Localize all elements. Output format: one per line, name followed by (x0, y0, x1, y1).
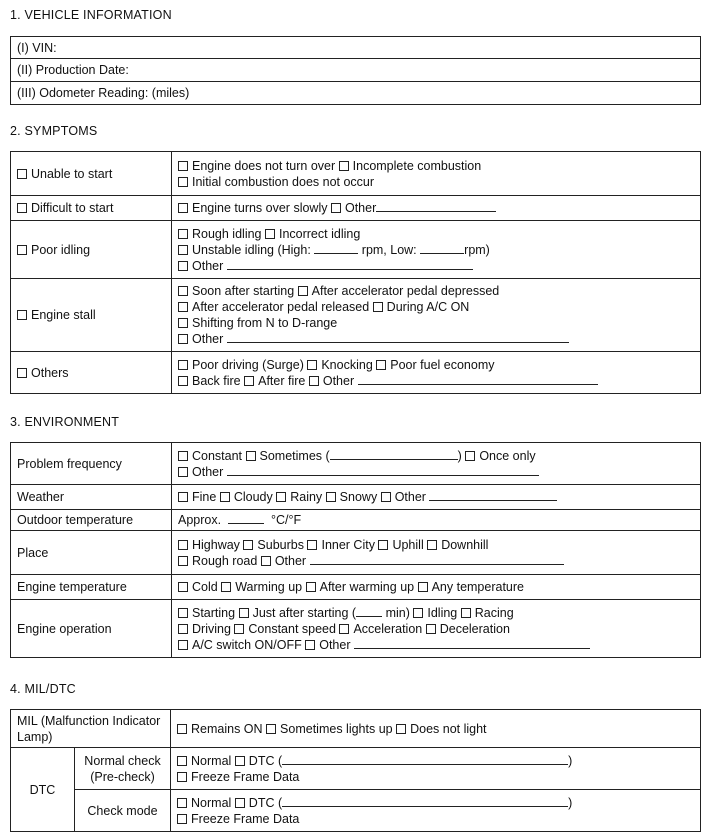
constant-speed-checkbox[interactable]: Constant speed (234, 622, 336, 636)
checkbox-icon (306, 582, 316, 592)
turns-over-slowly-checkbox[interactable]: Engine turns over slowly (178, 201, 327, 215)
checkbox-icon (178, 624, 188, 634)
unstable-idling-checkbox[interactable]: Unstable idling (High: rpm, Low: rpm) (178, 243, 490, 257)
checkbox-icon (177, 724, 187, 734)
rough-road-checkbox[interactable]: Rough road (178, 554, 257, 568)
any-temperature-checkbox[interactable]: Any temperature (418, 580, 524, 594)
checkbox-icon (418, 582, 428, 592)
once-only-checkbox[interactable]: Once only (465, 449, 535, 463)
others-other-checkbox[interactable]: Other (309, 374, 354, 388)
sometimes-checkbox[interactable]: Sometimes ( ) (246, 449, 462, 463)
checkbox-icon (17, 310, 27, 320)
mil-label: MIL (Malfunction Indicator Lamp) (11, 710, 171, 748)
checkbox-icon (17, 169, 27, 179)
engine-no-turn-checkbox[interactable]: Engine does not turn over (178, 159, 335, 173)
checkbox-icon (17, 245, 27, 255)
weather-other-checkbox[interactable]: Other (381, 490, 426, 504)
production-date-field[interactable]: (II) Production Date: (11, 59, 701, 82)
checkbox-icon (178, 203, 188, 213)
checkbox-icon (178, 492, 188, 502)
check-mode-label: Check mode (75, 790, 171, 832)
checkbox-icon (373, 302, 383, 312)
checkbox-icon (426, 624, 436, 634)
sometimes-blank[interactable] (330, 448, 458, 460)
symptom-row-difficult-to-start (11, 196, 701, 221)
poor-idling-checkbox[interactable]: Poor idling (17, 243, 90, 257)
incorrect-idling-checkbox[interactable]: Incorrect idling (265, 227, 360, 241)
env-row-outdoor-temperature (11, 510, 701, 531)
idle-high-blank[interactable] (314, 242, 358, 254)
checkbox-icon (461, 608, 471, 618)
cloudy-checkbox[interactable]: Cloudy (220, 490, 273, 504)
vin-field[interactable]: (I) VIN: (11, 37, 701, 59)
symptom-row-engine-stall (11, 279, 701, 352)
idling-other-checkbox[interactable]: Other (178, 259, 223, 273)
checkbox-icon (178, 245, 188, 255)
checkbox-icon (234, 624, 244, 634)
engine-stall-checkbox[interactable]: Engine stall (17, 308, 96, 322)
engine-temperature-label: Engine temperature (11, 575, 172, 600)
pedal-released-checkbox[interactable]: After accelerator pedal released (178, 300, 369, 314)
ac-switch-checkbox[interactable]: A/C switch ON/OFF (178, 638, 302, 652)
checkbox-icon (178, 360, 188, 370)
normal-check-label: Normal check (Pre-check) (75, 748, 171, 790)
precheck-dtc-blank[interactable] (282, 753, 568, 765)
after-fire-checkbox[interactable]: After fire (244, 374, 305, 388)
checkbox-icon (265, 229, 275, 239)
env-row-problem-frequency (11, 443, 701, 485)
checkbox-icon (244, 376, 254, 386)
sometimes-lights-up-checkbox[interactable]: Sometimes lights up (266, 722, 393, 736)
checkbox-icon (178, 229, 188, 239)
weather-label: Weather (11, 485, 172, 510)
mil-row (11, 710, 701, 748)
operation-other-blank[interactable] (354, 637, 590, 649)
checkbox-icon (178, 556, 188, 566)
place-label: Place (11, 531, 172, 575)
outdoor-temperature-label: Outdoor temperature (11, 510, 172, 531)
checkbox-icon (220, 492, 230, 502)
knocking-checkbox[interactable]: Knocking (307, 358, 372, 372)
incomplete-combustion-checkbox[interactable]: Incomplete combustion (339, 159, 482, 173)
checkbox-icon (178, 286, 188, 296)
checkbox-icon (243, 540, 253, 550)
environment-table (10, 442, 701, 658)
symptom-row-poor-idling (11, 221, 701, 279)
checkbox-icon (307, 360, 317, 370)
checkbox-icon (221, 582, 231, 592)
rainy-checkbox[interactable]: Rainy (276, 490, 322, 504)
stall-other-blank[interactable] (227, 331, 569, 343)
checkbox-icon (339, 624, 349, 634)
difficult-to-start-checkbox[interactable]: Difficult to start (17, 201, 113, 215)
checkbox-icon (178, 582, 188, 592)
checkbox-icon (305, 640, 315, 650)
checkbox-icon (339, 161, 349, 171)
pedal-depressed-checkbox[interactable]: After accelerator pedal depressed (298, 284, 500, 298)
poor-driving-checkbox[interactable]: Poor driving (Surge) (178, 358, 304, 372)
unable-to-start-checkbox[interactable]: Unable to start (17, 167, 112, 181)
starting-checkbox[interactable]: Starting (178, 606, 235, 620)
checkbox-icon (178, 467, 188, 477)
idling-other-blank[interactable] (227, 258, 473, 270)
remains-on-checkbox[interactable]: Remains ON (177, 722, 263, 736)
frequency-other-blank[interactable] (227, 464, 539, 476)
checkmode-dtc-checkbox[interactable]: DTC ( ) (235, 796, 573, 810)
during-ac-on-checkbox[interactable]: During A/C ON (373, 300, 470, 314)
section-heading-vehicle-information: 1. VEHICLE INFORMATION (10, 8, 172, 22)
checkbox-icon (17, 203, 27, 213)
uphill-checkbox[interactable]: Uphill (378, 538, 423, 552)
checkbox-icon (177, 756, 187, 766)
checkbox-icon (178, 334, 188, 344)
checkbox-icon (376, 360, 386, 370)
checkbox-icon (178, 540, 188, 550)
vehicle-information-table (10, 36, 701, 105)
acceleration-checkbox[interactable]: Acceleration (339, 622, 422, 636)
initial-combustion-checkbox[interactable]: Initial combustion does not occur (178, 175, 374, 189)
warming-up-checkbox[interactable]: Warming up (221, 580, 302, 594)
suburbs-checkbox[interactable]: Suburbs (243, 538, 304, 552)
constant-checkbox[interactable]: Constant (178, 449, 242, 463)
checkmode-dtc-blank[interactable] (282, 795, 568, 807)
checkbox-icon (427, 540, 437, 550)
env-row-weather (11, 485, 701, 510)
racing-checkbox[interactable]: Racing (461, 606, 514, 620)
stall-other-checkbox[interactable]: Other (178, 332, 223, 346)
checkbox-icon (266, 724, 276, 734)
checkbox-icon (177, 814, 187, 824)
checkmode-freeze-frame-checkbox[interactable]: Freeze Frame Data (177, 812, 299, 826)
checkbox-icon (177, 772, 187, 782)
approx-label: Approx. (178, 513, 222, 527)
checkbox-icon (17, 368, 27, 378)
checkbox-icon (235, 756, 245, 766)
checkbox-icon (177, 798, 187, 808)
others-other-blank[interactable] (358, 373, 598, 385)
place-other-checkbox[interactable]: Other (261, 554, 306, 568)
rough-idling-checkbox[interactable]: Rough idling (178, 227, 262, 241)
precheck-normal-checkbox[interactable]: Normal (177, 754, 231, 768)
precheck-freeze-frame-checkbox[interactable]: Freeze Frame Data (177, 770, 299, 784)
dtc-check-mode-row (11, 790, 701, 832)
deceleration-checkbox[interactable]: Deceleration (426, 622, 510, 636)
driving-checkbox[interactable]: Driving (178, 622, 231, 636)
checkbox-icon (307, 540, 317, 550)
checkbox-icon (465, 451, 475, 461)
checkbox-icon (178, 318, 188, 328)
section-heading-symptoms: 2. SYMPTOMS (10, 124, 98, 138)
mil-dtc-table (10, 709, 701, 832)
frequency-other-checkbox[interactable]: Other (178, 465, 223, 479)
poor-fuel-economy-checkbox[interactable]: Poor fuel economy (376, 358, 494, 372)
operation-other-checkbox[interactable]: Other (305, 638, 350, 652)
section-heading-environment: 3. ENVIRONMENT (10, 415, 120, 429)
checkbox-icon (261, 556, 271, 566)
checkbox-icon (309, 376, 319, 386)
checkbox-icon (396, 724, 406, 734)
idle-low-blank[interactable] (420, 242, 464, 254)
dtc-normal-check-row (11, 748, 701, 790)
after-warming-up-checkbox[interactable]: After warming up (306, 580, 414, 594)
back-fire-checkbox[interactable]: Back fire (178, 374, 241, 388)
checkbox-icon (326, 492, 336, 502)
checkbox-icon (178, 161, 188, 171)
cold-checkbox[interactable]: Cold (178, 580, 218, 594)
difficult-other-checkbox[interactable]: Other (331, 201, 376, 215)
precheck-dtc-checkbox[interactable]: DTC ( ) (235, 754, 573, 768)
checkbox-icon (239, 608, 249, 618)
checkbox-icon (235, 798, 245, 808)
checkbox-icon (246, 451, 256, 461)
does-not-light-checkbox[interactable]: Does not light (396, 722, 486, 736)
env-row-place (11, 531, 701, 575)
section-heading-mil-dtc: 4. MIL/DTC (10, 682, 76, 696)
minutes-blank[interactable] (356, 605, 382, 617)
symptoms-table (10, 151, 701, 394)
temperature-blank[interactable] (228, 512, 264, 524)
env-row-engine-temperature (11, 575, 701, 600)
checkbox-icon (178, 608, 188, 618)
checkbox-icon (276, 492, 286, 502)
checkbox-icon (178, 177, 188, 187)
checkbox-icon (178, 640, 188, 650)
just-after-starting-checkbox[interactable]: Just after starting ( min) (239, 606, 410, 620)
weather-other-blank[interactable] (429, 489, 557, 501)
checkmode-normal-checkbox[interactable]: Normal (177, 796, 231, 810)
odometer-field[interactable]: (III) Odometer Reading: (miles) (11, 82, 701, 105)
downhill-checkbox[interactable]: Downhill (427, 538, 488, 552)
soon-after-starting-checkbox[interactable]: Soon after starting (178, 284, 294, 298)
others-checkbox[interactable]: Others (17, 366, 69, 380)
snowy-checkbox[interactable]: Snowy (326, 490, 378, 504)
checkbox-icon (378, 540, 388, 550)
symptom-row-unable-to-start (11, 152, 701, 196)
checkbox-icon (331, 203, 341, 213)
checkbox-icon (178, 261, 188, 271)
place-other-blank[interactable] (310, 553, 564, 565)
problem-frequency-label: Problem frequency (11, 443, 172, 485)
engine-operation-label: Engine operation (11, 600, 172, 658)
checkbox-icon (178, 451, 188, 461)
idling-checkbox[interactable]: Idling (413, 606, 457, 620)
temperature-unit: °C/°F (271, 513, 302, 527)
difficult-other-blank[interactable] (376, 200, 496, 212)
fine-checkbox[interactable]: Fine (178, 490, 216, 504)
checkbox-icon (298, 286, 308, 296)
symptom-row-others (11, 352, 701, 394)
shifting-n-to-d-checkbox[interactable]: Shifting from N to D-range (178, 316, 337, 330)
dtc-label: DTC (11, 748, 75, 832)
highway-checkbox[interactable]: Highway (178, 538, 240, 552)
checkbox-icon (178, 376, 188, 386)
env-row-engine-operation (11, 600, 701, 658)
checkbox-icon (413, 608, 423, 618)
checkbox-icon (381, 492, 391, 502)
checkbox-icon (178, 302, 188, 312)
inner-city-checkbox[interactable]: Inner City (307, 538, 375, 552)
